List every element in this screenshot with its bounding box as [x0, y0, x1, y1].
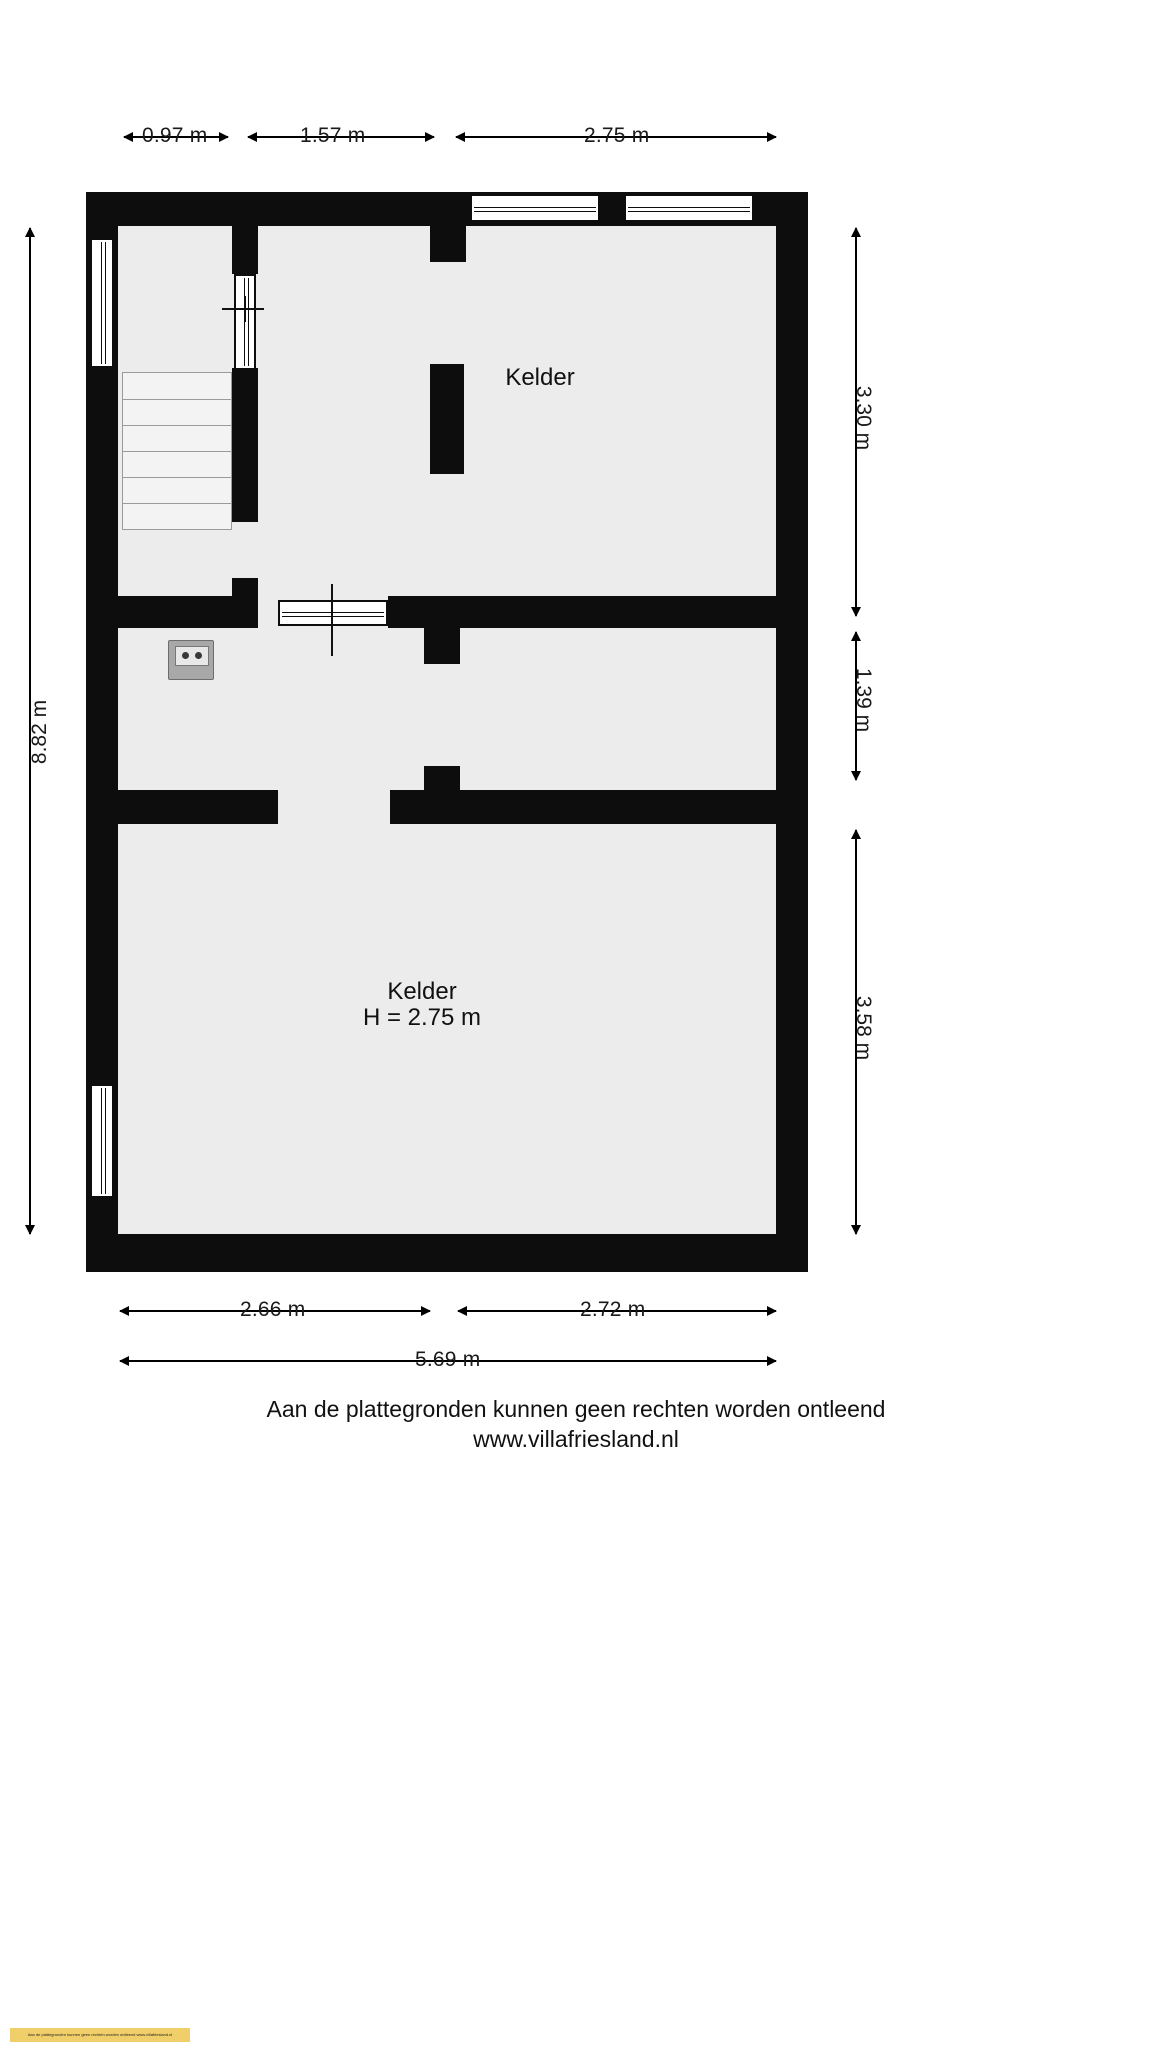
- meter-box-icon: [168, 640, 214, 680]
- top-dimension-label-3: 2.75 m: [584, 124, 650, 147]
- footer-strip: Aan de plattegronden kunnen geen rechten worden ontleend www.villafriesland.nl: [10, 2028, 190, 2042]
- window-left-lower: [90, 1084, 114, 1198]
- wall-pier-lower-center: [424, 766, 460, 824]
- window-top-right: [624, 194, 754, 222]
- window-top-left: [470, 194, 600, 222]
- room-label-kelder-upper: Kelder: [505, 364, 575, 391]
- right-dimension-label-2: 1.39 m: [852, 667, 875, 733]
- meter-box-dot-left: [182, 652, 189, 659]
- wall-pier-left-lower: [86, 1196, 118, 1238]
- stair-step: [123, 503, 231, 504]
- right-dimension-label-3: 3.58 m: [852, 995, 875, 1061]
- wall-interior-horizontal-mid-left: [118, 596, 236, 628]
- total-width-label: 5.69 m: [415, 1348, 481, 1371]
- meter-box-inner: [175, 646, 209, 666]
- stair-step: [123, 451, 231, 452]
- top-dimension-label-2: 1.57 m: [300, 124, 366, 147]
- wall-interior-vertical-hall-lower: [232, 368, 258, 522]
- bottom-dimension-label-1: 2.66 m: [240, 1298, 306, 1321]
- stair-step: [123, 477, 231, 478]
- footer-disclaimer: Aan de plattegronden kunnen geen rechten worden ontleend: [266, 1396, 886, 1422]
- total-height-label: 8.82 m: [28, 699, 51, 765]
- door-tick-horizontal: [222, 308, 264, 310]
- top-dimension-label-1: 0.97 m: [142, 124, 208, 147]
- right-dimension-label-1: 3.30 m: [852, 385, 875, 451]
- staircase: [122, 372, 232, 530]
- meter-box-dot-right: [195, 652, 202, 659]
- footer-website: www.villafriesland.nl: [473, 1426, 679, 1452]
- wall-pier-mid-center: [424, 596, 460, 664]
- door-tick-vertical: [244, 296, 246, 322]
- wall-exterior-bottom: [86, 1234, 808, 1272]
- window-interior-hall-door: [234, 274, 256, 370]
- bottom-dimension-label-2: 2.72 m: [580, 1298, 646, 1321]
- wall-exterior-right: [776, 192, 808, 1272]
- wall-stub-top-hall: [430, 226, 466, 262]
- wall-pier-mid-left: [232, 578, 258, 628]
- wall-interior-vertical-hall: [232, 226, 258, 274]
- room-label-kelder-lower: Kelder: [387, 978, 457, 1005]
- window-interior-mid-door: [278, 600, 388, 626]
- window-left-upper: [90, 238, 114, 368]
- stair-step: [123, 425, 231, 426]
- wall-pier-top-middle: [600, 192, 624, 226]
- wall-interior-horizontal-lower-left: [118, 790, 278, 824]
- floor-area: [86, 192, 808, 1272]
- wall-pier-left-upper: [86, 368, 118, 420]
- door-tick-mid-vertical: [331, 584, 333, 656]
- stair-step: [123, 399, 231, 400]
- room-height-kelder-lower: H = 2.75 m: [362, 1004, 482, 1031]
